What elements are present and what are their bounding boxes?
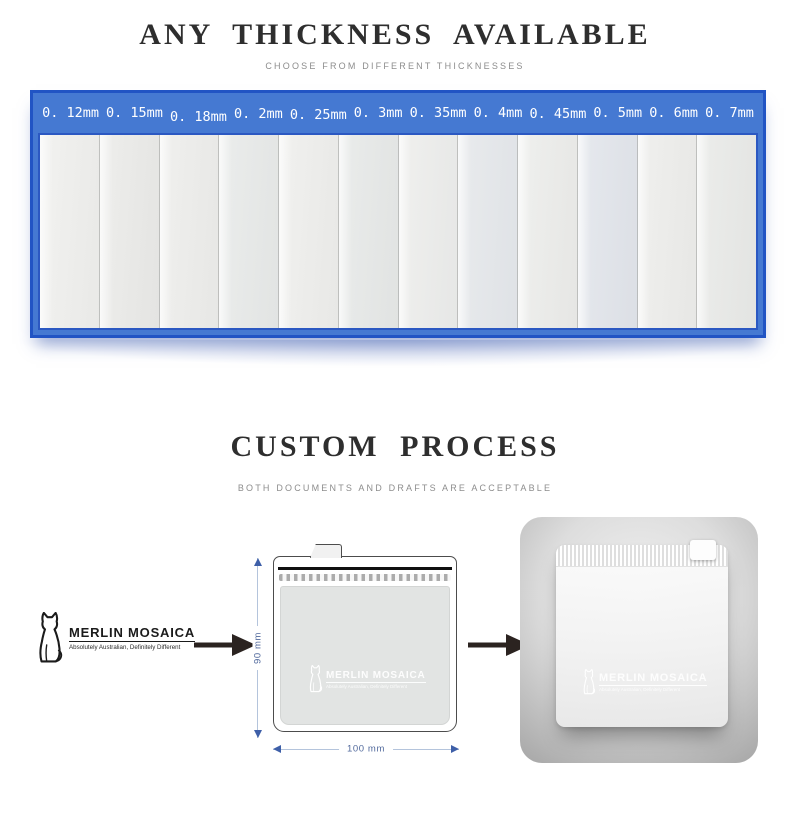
brand-name: MERLIN MOSAICA <box>69 625 196 641</box>
zipper-teeth <box>279 574 451 581</box>
brand-logo <box>32 612 194 664</box>
printed-brand-name: MERLIN MOSAICA <box>326 669 426 681</box>
bag-outline <box>273 556 457 732</box>
thickness-label: 0. 7mm <box>705 105 754 121</box>
plastic-strip <box>339 135 399 328</box>
frame-drop-shadow <box>20 340 770 366</box>
cat-logo-icon <box>32 612 64 664</box>
photo-brand-name: MERLIN MOSAICA <box>599 672 708 684</box>
product-photo <box>520 517 758 763</box>
brand-logo-text <box>69 625 195 651</box>
dimension-arrow-right-icon <box>451 745 459 753</box>
thickness-label: 0. 3mm <box>353 105 403 121</box>
thickness-label: 0. 12mm <box>42 105 99 121</box>
plastic-strip <box>40 135 100 328</box>
zipper-line <box>278 567 452 570</box>
thickness-photo-frame <box>30 90 766 338</box>
width-dimension <box>273 740 459 758</box>
thickness-section-title: ANY THICKNESS AVAILABLE <box>139 18 651 51</box>
cat-logo-icon <box>580 669 596 695</box>
width-dimension-label: 100 mm <box>339 744 393 755</box>
plastic-strip <box>100 135 160 328</box>
bag-body <box>280 586 450 725</box>
thickness-label: 0. 15mm <box>106 105 163 121</box>
plastic-strip <box>219 135 279 328</box>
photo-zipper-slider <box>690 540 716 560</box>
thickness-label: 0. 25mm <box>289 107 347 123</box>
thickness-label-row <box>33 93 763 133</box>
plastic-strip <box>279 135 339 328</box>
plastic-strip <box>399 135 459 328</box>
dimension-arrow-down-icon <box>254 730 262 738</box>
printed-logo <box>306 665 426 693</box>
process-section-subtitle: BOTH DOCUMENTS AND DRAFTS ARE ACCEPTABLE <box>237 483 553 493</box>
thickness-section-subtitle: CHOOSE FROM DIFFERENT THICKNESSES <box>265 61 525 71</box>
process-section-title: CUSTOM PROCESS <box>230 430 560 463</box>
dimension-arrow-left-icon <box>273 745 281 753</box>
plastic-strip <box>578 135 638 328</box>
printed-logo-text <box>326 670 426 689</box>
thickness-strips-photo <box>38 133 758 330</box>
thickness-label: 0. 4mm <box>473 105 523 121</box>
thickness-label: 0. 2mm <box>233 106 283 122</box>
photo-brand-tagline: Absolutely Australian, Definitely Different <box>599 687 680 692</box>
plastic-strip <box>697 135 756 328</box>
plastic-strip <box>518 135 578 328</box>
photo-printed-logo-text <box>599 672 707 692</box>
zipper-slider-tab <box>310 544 342 558</box>
bag-technical-drawing <box>243 544 463 760</box>
plastic-strip <box>458 135 518 328</box>
dimension-arrow-up-icon <box>254 558 262 566</box>
photo-bag <box>556 545 728 727</box>
cat-logo-icon <box>306 665 323 693</box>
plastic-strip <box>638 135 698 328</box>
height-dimension <box>247 558 269 738</box>
height-dimension-label: 90 mm <box>253 626 264 670</box>
plastic-strip <box>160 135 220 328</box>
thickness-label: 0. 6mm <box>649 105 699 121</box>
thickness-label: 0. 35mm <box>409 105 467 121</box>
photo-printed-logo <box>580 669 707 695</box>
thickness-label: 0. 18mm <box>170 109 227 125</box>
brand-tagline: Absolutely Australian, Definitely Different <box>69 643 181 651</box>
thickness-label: 0. 5mm <box>593 105 643 121</box>
printed-brand-tagline: Absolutely Australian, Definitely Different <box>326 683 407 689</box>
thickness-label: 0. 45mm <box>529 106 587 122</box>
